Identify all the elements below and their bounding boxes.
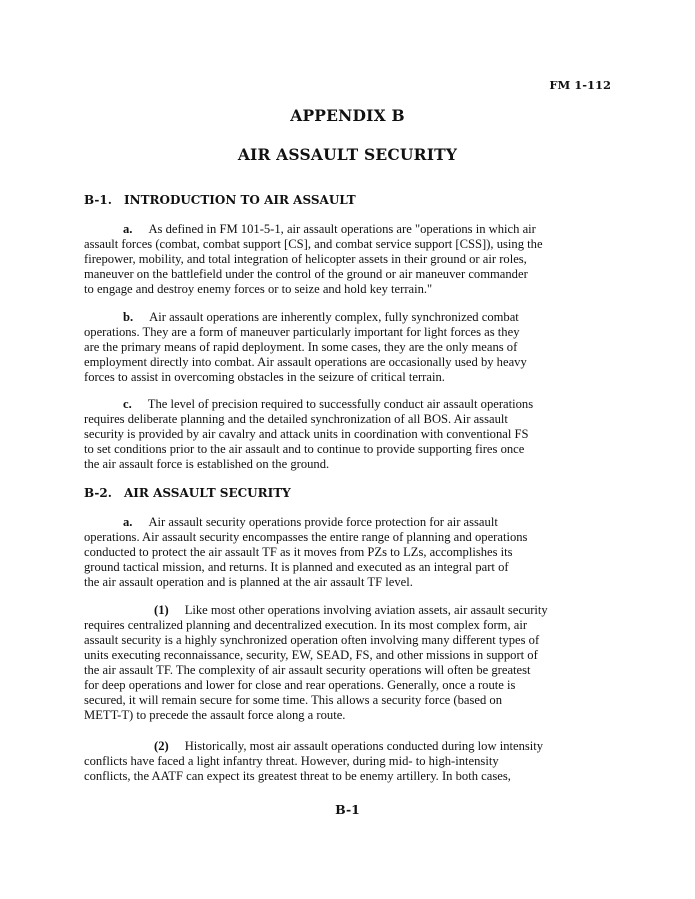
paragraph-b1c [84, 397, 624, 472]
paragraph-line: are the primary means of rapid deployment. In some cases, they are the only means of [84, 340, 518, 354]
paragraph-line: METT-T) to precede the assault force along a route. [84, 708, 346, 722]
appendix-title: APPENDIX B [290, 106, 405, 125]
paragraph-line: conflicts, the AATF can expect its greatest threat to be enemy artillery. In both cases, [84, 769, 511, 783]
paragraph-label: (2) [154, 739, 169, 753]
page-number: B-1 [335, 802, 360, 817]
paragraph-line [84, 515, 624, 530]
paragraph-line: conflicts have faced a light infantry threat. However, during mid- to high-intensity [84, 754, 499, 768]
line-text: Air assault operations are inherently complex, fully synchronized combat [149, 310, 519, 324]
section-number: B-1. [84, 193, 112, 207]
section-number: B-2. [84, 486, 112, 500]
document-code: FM 1-112 [549, 78, 611, 92]
paragraph-b1b [84, 310, 624, 385]
paragraph-line: assault forces (combat, combat support [CS], and combat service support [CSS]), using the [84, 237, 543, 251]
paragraph-line: to set conditions prior to the air assault and to continue to provide supporting fires once [84, 442, 525, 456]
paragraph-line: units executing reconnaissance, security, EW, SEAD, FS, and other missions in support of [84, 648, 538, 662]
paragraph-b1a [84, 222, 624, 297]
paragraph-line [84, 603, 624, 618]
line-text: The level of precision required to successfully conduct air assault operations [147, 397, 534, 411]
paragraph-line [84, 397, 624, 412]
paragraph-line: requires centralized planning and decentralized execution. In its most complex form, air [84, 618, 528, 632]
section-heading-b2 [84, 486, 291, 500]
line-text: Like most other operations involving aviation assets, air assault security [184, 603, 548, 617]
paragraph-label: a. [123, 515, 133, 529]
section-title: AIR ASSAULT SECURITY [124, 486, 291, 500]
paragraph-line: forces to assist in overcoming obstacles in the seizure of critical terrain. [84, 370, 445, 384]
paragraph-line: employment directly into combat. Air assault operations are occasionally used by heavy [84, 355, 527, 369]
paragraph-line: the air assault TF. The complexity of air assault security operations will often be greatest [84, 663, 531, 677]
line-text: As defined in FM 101-5-1, air assault operations are "operations in which air [148, 222, 536, 236]
paragraph-label: (1) [154, 603, 169, 617]
paragraph-line: to engage and destroy enemy forces or to seize and hold key terrain." [84, 282, 433, 296]
paragraph-line: requires deliberate planning and the detailed synchronization of all BOS. Air assault [84, 412, 508, 426]
line-text: Air assault security operations provide force protection for air assault [148, 515, 498, 529]
paragraph-line: firepower, mobility, and total integration of helicopter assets in their ground or air roles, [84, 252, 527, 266]
paragraph-line [84, 739, 624, 754]
paragraph-line: maneuver on the battlefield under the control of the ground or air maneuver commander [84, 267, 528, 281]
section-heading-b1 [84, 193, 356, 207]
paragraph-line: secured, it will remain secure for some time. This allows a security force (based on [84, 693, 503, 707]
paragraph-line: the air assault operation and is planned at the air assault TF level. [84, 575, 413, 589]
paragraph-line: operations. Air assault security encompasses the entire range of planning and operations [84, 530, 528, 544]
appendix-subject: AIR ASSAULT SECURITY [237, 145, 458, 164]
paragraph-line: conducted to protect the air assault TF as it moves from PZs to LZs, accomplishes its [84, 545, 513, 559]
line-text: Historically, most air assault operations conducted during low intensity [184, 739, 544, 753]
paragraph-label: c. [123, 397, 132, 411]
paragraph-b2a2 [84, 739, 624, 784]
paragraph-line: ground tactical mission, and returns. It is planned and executed as an integral part of [84, 560, 509, 574]
paragraph-label: b. [123, 310, 134, 324]
paragraph-line: security is provided by air cavalry and attack units in coordination with conventional FS [84, 427, 529, 441]
paragraph-line: the air assault force is established on the ground. [84, 457, 330, 471]
paragraph-b2a [84, 515, 624, 590]
paragraph-label: a. [123, 222, 133, 236]
paragraph-b2a1 [84, 603, 624, 723]
paragraph-line: assault security is a highly synchronized operation often involving many different types of [84, 633, 540, 647]
section-title: INTRODUCTION TO AIR ASSAULT [124, 193, 356, 207]
paragraph-line [84, 310, 624, 325]
paragraph-line [84, 222, 624, 237]
paragraph-line: for deep operations and lower for close and rear operations. Generally, once a route is [84, 678, 516, 692]
paragraph-line: operations. They are a form of maneuver particularly important for light forces as they [84, 325, 520, 339]
